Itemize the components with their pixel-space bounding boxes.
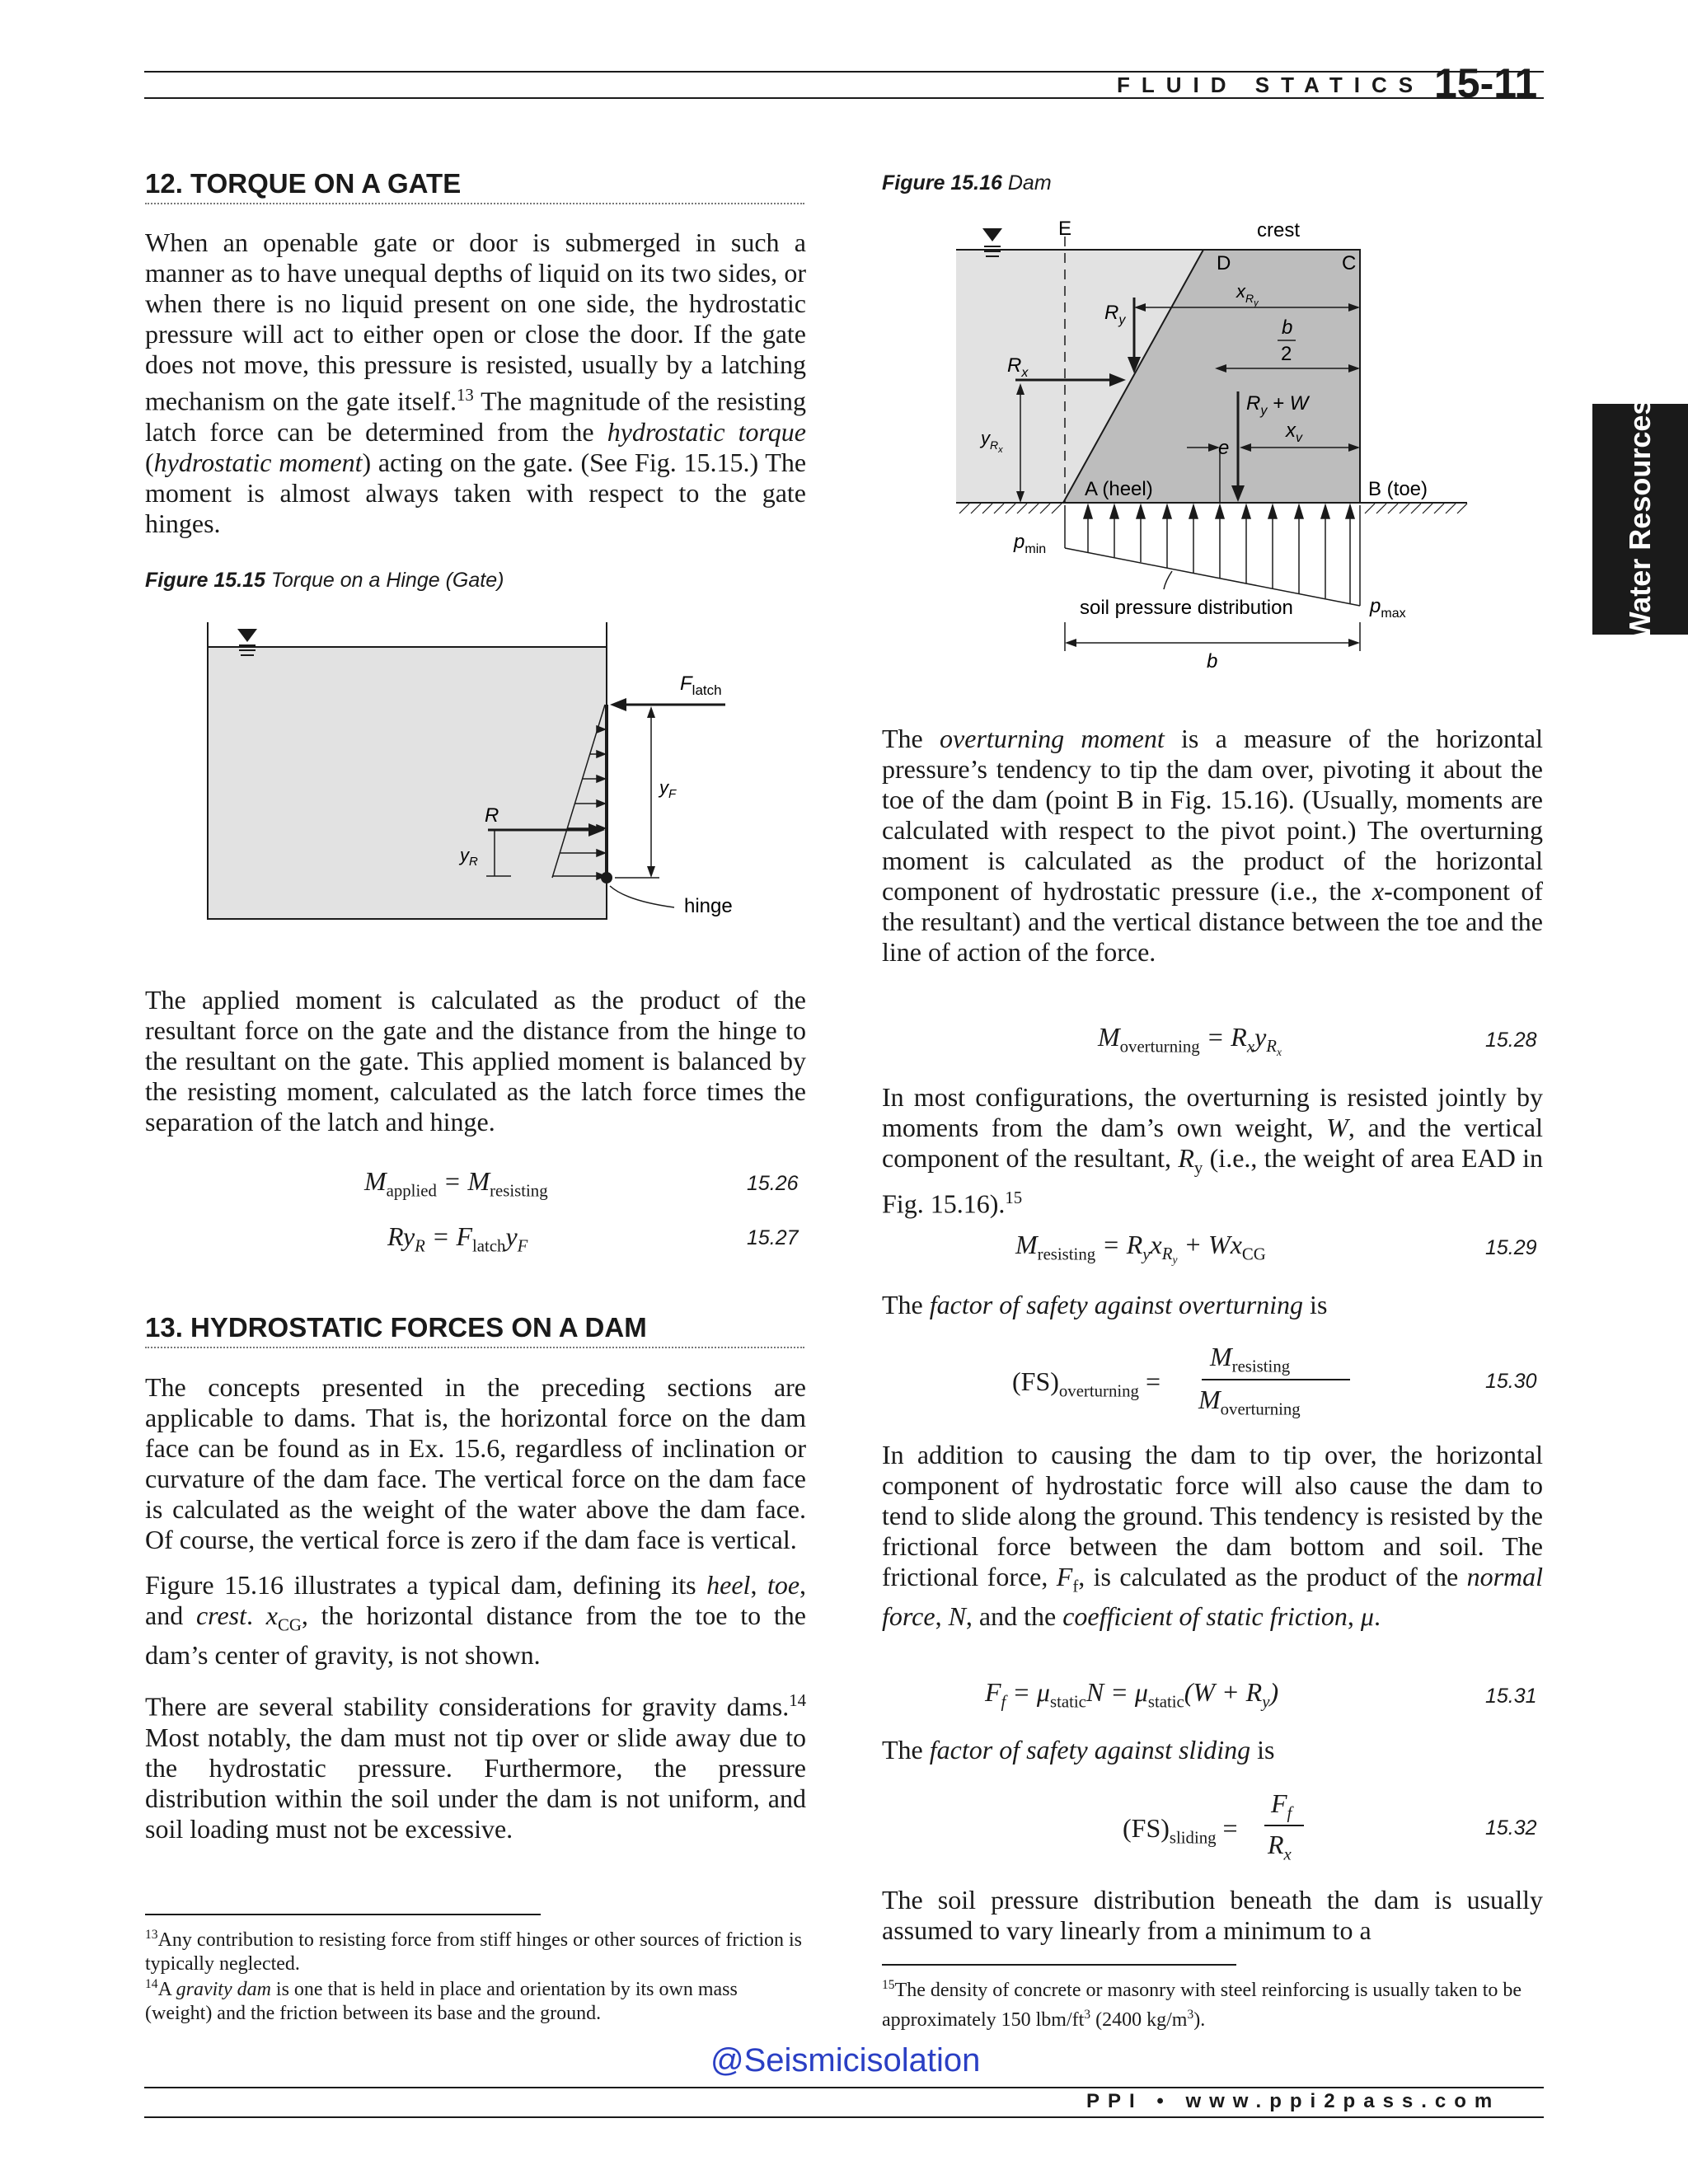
label-b: b — [1207, 650, 1218, 673]
hinge-leader — [610, 886, 674, 907]
equation-15-28: $M_{overturning} = R_xy_{R_x}$ — [1098, 1022, 1282, 1059]
footer-rule-bottom — [144, 2116, 1544, 2118]
fig-15-16-label: Figure 15.16 — [882, 171, 1002, 194]
label-soil: soil pressure distribution — [1080, 597, 1293, 619]
yf-label: $y_F$ — [659, 777, 677, 801]
side-tab-label: Water Resources — [1623, 398, 1657, 640]
eq-15-28-number: 15.28 — [1485, 1029, 1537, 1052]
label-ry: $R_y$ — [1104, 302, 1126, 327]
label-b-half-den: 2 — [1281, 343, 1292, 365]
equation-15-31: $F_f = \mu_{static}N = \mu_{static}(W + R_y)$ — [985, 1677, 1279, 1712]
section-13-body: The concepts presented in the preceding sections are applicable to dams. That is, the horizontal force on the dam face can be found as in Ex. 15.6, regardless of inclination or curvature of the dam face. The vertical force on the dam face is calculated as the weight of the water above the dam face. Of course, the vertical force is zero if the dam face is vertical. Figure 15.16 illustrates a typical dam, defining its heel, toe, and crest. $x_{CG}$, the horizontal distance from the toe to the dam’s center of gravity, is not shown. There are several stability considerations for gravity dams.$^{14}$ Most notably, the dam must not tip over or slide away due to the hydrostatic pressure. Furthermore, the pressure distribution within the soil under the dam is not uniform, and soil loading must not be excessive. — [145, 1372, 807, 1844]
eq-15-32-number: 15.32 — [1485, 1816, 1537, 1840]
term-crest: crest — [195, 1601, 246, 1630]
running-title: FLUID STATICS — [1117, 73, 1425, 97]
label-xry: $x_Ry$ — [1236, 281, 1259, 308]
eq-15-26-number: 15.26 — [747, 1172, 799, 1195]
footer-rule-top — [144, 2087, 1544, 2088]
hinge-icon — [601, 872, 612, 883]
fig-15-16-title: Dam — [1007, 171, 1052, 194]
s12-p1b: The magnitude of the resisting latch force can be determined from the — [145, 386, 807, 447]
label-heel: A (heel) — [1085, 478, 1153, 500]
right-para-5: The factor of safety against sliding is — [882, 1735, 1275, 1765]
water-region — [208, 647, 607, 919]
label-crest: crest — [1257, 219, 1301, 241]
footnote-14: $^{14}$A gravity dam is one that is held in place and orientation by its own mass (weight) and the friction between its base and the ground. — [145, 1977, 738, 2024]
figure-15-15 — [198, 614, 775, 935]
label-ryw: $R_y + W$ — [1246, 392, 1309, 418]
equation-15-29: $M_{resisting} = R_yx_{R_y} + Wx_{CG}$ — [1015, 1230, 1266, 1267]
eq-15-29-number: 15.29 — [1485, 1236, 1537, 1259]
yf-arrow-bottom — [647, 866, 655, 878]
label-d: D — [1217, 252, 1231, 274]
right-para-1: The overturning moment is a measure of the horizontal pressure’s tendency to tip the dam over, pivoting it about the toe of the dam (point B in Fig. 15.16). (Usually, moments are calculated with respect to the pivot point.) The overturning moment is calculated as the product of the horizontal component of hydrostatic pressure (i.e., the x-component of the resultant) and the vertical distance between the toe and the line of action of the force. — [882, 724, 1544, 967]
side-tab — [1592, 398, 1688, 640]
page-number: 15-11 — [1434, 60, 1538, 106]
footer-bullet: • — [1156, 2090, 1172, 2112]
s13-p2a: Figure 15.16 illustrates a typical dam, defining its — [145, 1570, 696, 1600]
label-e-small: e — [1218, 437, 1230, 459]
label-xv: $x_v$ — [1286, 419, 1302, 445]
footer-url[interactable]: www.ppi2pass.com — [1185, 2090, 1501, 2112]
eq-15-31-number: 15.31 — [1485, 1685, 1537, 1708]
footer-ppi: PPI — [1086, 2090, 1143, 2112]
section-12-para-1: When an openable gate or door is submerged in such a manner as to have unequal depths of liquid on its two sides, or when there is no liquid present on one side, the hydrostatic pressure will act to either open or close the door. If the gate does not move, this pressure is resisted, usually by a latching mechanism on the gate itself.$^{13}$ The magnitude of the resisting latch force can be determined from the hydrostatic torque (hydrostatic moment) acting on the gate. (See Fig. 15.15.) The moment is almost always taken with respect to the gate hinges. — [145, 227, 807, 538]
footnote-15: $^{15}$The density of concrete or masonry with steel reinforcing is usually taken to be approximately 150 lbm/$ft^3$ (2400 $kg/m^3$). — [882, 1978, 1522, 2031]
ground-hatch — [959, 504, 1467, 513]
label-rx: $R_x$ — [1007, 354, 1029, 380]
right-para-2: In most configurations, the overturning is resisted jointly by moments from the dam’s own weight, W, and the vertical component of the resultant, $R_y$ (i.e., the weight of area EAD in Fig. 15.16).$^{15}$ — [882, 1082, 1544, 1220]
b-arrow-left — [1065, 639, 1076, 647]
term-normal-force: normal force — [882, 1562, 1544, 1632]
f-latch-label: $F_{latch}$ — [680, 673, 722, 698]
soil-leader — [1164, 571, 1172, 589]
section-13-heading: 13. HYDROSTATIC FORCES ON A DAM — [145, 1312, 804, 1348]
figure-15-15-caption — [145, 569, 504, 593]
term-hydrostatic-moment: hydrostatic moment — [153, 447, 363, 477]
right-para-4: In addition to causing the dam to tip over, the horizontal component of hydrostatic force will also cause the dam to tend to slide along the ground. This tendency is resisted by the frictional force between the dam bottom and soil. The frictional force, $F_f$, is calculated as the product of the normal force, N, and the coefficient of static friction, μ. — [882, 1440, 1544, 1632]
s13-p1: The concepts presented in the preceding sections are applicable to dams. That is, the horizontal force on the dam face can be found as in Ex. 15.6, regardless of inclination or curvature of the dam face. The vertical force on the dam face is calculated as the weight of the water above the dam face. Of course, the vertical force is zero if the dam face is vertical. — [145, 1372, 806, 1554]
s12-p2: The applied moment is calculated as the product of the resultant force on the gate and the distance from the hinge to the resultant on the gate. This applied moment is balanced by the resisting moment, calculated as the latch force times the separation of the latch and hinge. — [145, 985, 806, 1137]
label-pmax: $p_{max}$ — [1370, 595, 1406, 621]
latch-force-arrowhead — [610, 698, 626, 711]
footnote-rule-left — [145, 1914, 541, 1915]
equation-15-27: $Ry_R = F_{latch}y_F$ — [387, 1221, 528, 1256]
equation-15-26: $M_{applied} = M_{resisting}$ — [364, 1166, 548, 1201]
s12-p1-text: When an openable gate or door is submerged in such a manner as to have unequal depths of liquid on its two sides, or when there is no liquid present on one side, the hydrostatic pressure will act to either open or close the door. If the gate does not move, this pressure is resisted, usually by a latching mechanism on the gate itself. — [145, 227, 806, 416]
section-12-para-2 — [145, 985, 806, 1152]
fig-15-15-label: Figure 15.15 — [145, 569, 265, 592]
footer-publisher — [1086, 2090, 1500, 2113]
s12-p1c: acting on the gate. (See Fig. 15.15.) The moment is almost always taken with respect to the gate hinges. — [145, 447, 807, 538]
hinge-label: hinge — [684, 895, 733, 917]
term-heel: heel — [706, 1570, 751, 1600]
water-surface-icon — [237, 629, 257, 642]
right-para-6 — [882, 1885, 1543, 1961]
soil-pressure-arrows — [1084, 505, 1354, 603]
s13-p3b: Most notably, the dam must not tip over or slide away due to the hydrostatic pressure. Furthermore, the pressure distribution within the soil under the dam is not uniform, and soil loading must not be excessive. — [145, 1722, 806, 1844]
label-c: C — [1342, 252, 1357, 274]
label-e: E — [1058, 218, 1072, 240]
label-yrx: $y_Rx$ — [981, 428, 1003, 455]
label-pmin: $p_{min}$ — [1014, 531, 1047, 556]
fn13-ref: 13 — [456, 386, 474, 405]
watermark: @Seismicisolation — [710, 2042, 981, 2079]
r-p6: The soil pressure distribution beneath the dam is usually assumed to vary linearly from a minimum to a — [882, 1885, 1543, 1945]
yr-label: $y_R$ — [460, 845, 478, 869]
fig-15-15-title: Torque on a Hinge (Gate) — [270, 569, 504, 592]
term-toe: toe — [767, 1570, 800, 1600]
term-hydrostatic-torque: hydrostatic torque — [607, 416, 807, 447]
right-para-3: The factor of safety against overturning is — [882, 1290, 1328, 1319]
figure-15-16-caption — [882, 171, 1052, 195]
fn15-ref: 15 — [1005, 1188, 1023, 1208]
s13-p2b: the horizontal distance from the toe to the dam’s center of gravity, is not shown. — [145, 1601, 807, 1671]
eq-15-30-number: 15.30 — [1485, 1370, 1537, 1393]
b-arrow-right — [1348, 639, 1360, 647]
term-overturning-moment: overturning moment — [940, 724, 1165, 753]
water-surface-icon — [982, 228, 1002, 241]
term-fs-sliding: factor of safety against sliding — [929, 1735, 1251, 1765]
footnote-13: $^{13}$Any contribution to resisting force from stiff hinges or other sources of friction is typically neglected. — [145, 1928, 802, 1975]
label-toe: B (toe) — [1368, 478, 1428, 500]
s13-p3a: There are several stability considerations for gravity dams. — [145, 1692, 790, 1722]
label-b-half-num: b — [1282, 316, 1293, 339]
eq-15-27-number: 15.27 — [747, 1226, 799, 1249]
yf-arrow-top — [647, 706, 655, 718]
figure-15-16 — [948, 218, 1475, 676]
s13-and: , and — [145, 1570, 807, 1630]
footnote-rule-right — [882, 1964, 1236, 1966]
fn14-ref: 14 — [789, 1691, 806, 1711]
section-12-heading: 12. TORQUE ON A GATE — [145, 168, 804, 204]
r-label: R — [485, 804, 499, 827]
term-fs-overturning: factor of safety against overturning — [929, 1290, 1304, 1319]
term-coefficient-static-friction: coefficient of static friction — [1062, 1601, 1348, 1632]
